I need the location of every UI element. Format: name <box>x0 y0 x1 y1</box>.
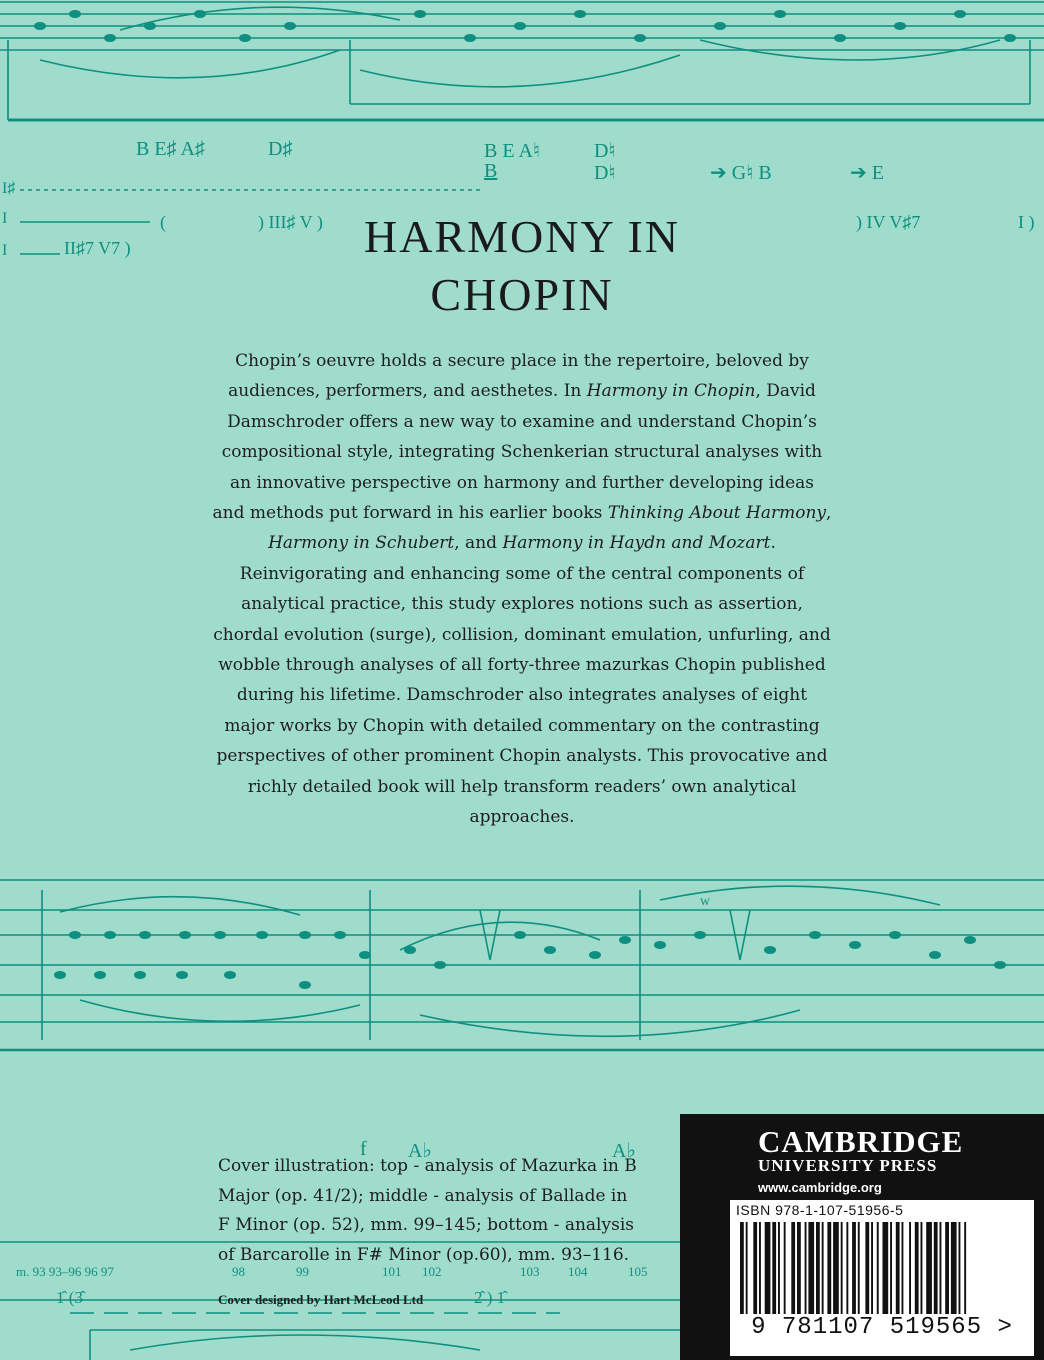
barcode-bar <box>833 1222 839 1314</box>
music-label: I♯ <box>2 180 16 197</box>
book-title <box>222 208 822 324</box>
barcode-bar <box>890 1222 892 1314</box>
publisher-name: CAMBRIDGE <box>758 1124 964 1159</box>
barcode-bar <box>805 1222 807 1314</box>
barcode-bar <box>951 1222 957 1314</box>
barcode <box>730 1200 1034 1356</box>
blurb-text: , David Damschroder offers a new way to examine and understand Chopin’s compositional style, integrating Schenkerian structural analyses with an innovative perspective on harmony and further developing ideas and methods put forward in his earlier books <box>212 381 823 524</box>
music-label: 2̂ ) 1̂ <box>474 1288 506 1307</box>
music-label: w <box>700 894 711 909</box>
barcode-bar <box>934 1222 938 1314</box>
barcode-bar <box>759 1222 761 1314</box>
barcode-bar <box>791 1222 795 1314</box>
barcode-bar <box>753 1222 757 1314</box>
music-label: ➔ G♮ B <box>710 162 772 184</box>
barcode-bar <box>871 1222 873 1314</box>
barcode-bar <box>772 1222 776 1314</box>
music-label: ➔ E <box>850 162 884 184</box>
measure-number: 99 <box>296 1264 309 1279</box>
barcode-bar <box>740 1222 744 1314</box>
music-label: ) IV V♯7 <box>856 212 921 232</box>
measure-number: 103 <box>520 1264 540 1279</box>
music-label: ( <box>160 212 166 232</box>
music-label: A♭ <box>612 1140 636 1162</box>
barcode-bar <box>827 1222 831 1314</box>
blurb-italic-title: Harmony in Haydn and Mozart <box>502 533 771 554</box>
barcode-bar <box>858 1222 860 1314</box>
barcode-bar <box>816 1222 820 1314</box>
music-label: B E A♮ <box>484 140 541 162</box>
measure-number: 98 <box>232 1264 245 1279</box>
barcode-bar <box>940 1222 942 1314</box>
music-label: B E♯ A♯ <box>136 138 205 160</box>
barcode-bar <box>959 1222 961 1314</box>
cover-designer-credit: Cover designed by Hart McLeod Ltd <box>218 1292 424 1307</box>
barcode-bar <box>778 1222 780 1314</box>
publisher-subtitle: UNIVERSITY PRESS <box>758 1156 938 1175</box>
measure-number: 101 <box>382 1264 402 1279</box>
measure-number: 105 <box>628 1264 648 1279</box>
barcode-bars <box>736 1222 1028 1314</box>
blurb-text: , <box>826 503 832 524</box>
book-description <box>212 346 832 833</box>
music-label: I <box>2 210 8 227</box>
barcode-bar <box>909 1222 911 1314</box>
barcode-bar <box>808 1222 814 1314</box>
barcode-bar <box>846 1222 848 1314</box>
barcode-bar <box>902 1222 904 1314</box>
publisher-url: www.cambridge.org <box>758 1180 882 1195</box>
music-label: I ) <box>1018 212 1035 232</box>
barcode-bar <box>915 1222 919 1314</box>
music-label: f <box>360 1138 367 1160</box>
blurb-italic-title: Harmony in Chopin <box>586 381 756 402</box>
barcode-bar <box>765 1222 771 1314</box>
music-label: 1̂ (3̂ <box>56 1288 83 1307</box>
book-title-line2: CHOPIN <box>430 269 614 320</box>
barcode-bar <box>865 1222 869 1314</box>
barcode-number: 9 781107 519565 > <box>751 1314 1013 1341</box>
publisher-block <box>680 1114 1044 1360</box>
barcode-bar <box>921 1222 923 1314</box>
measure-number: 104 <box>568 1264 588 1279</box>
music-label: B <box>484 160 498 182</box>
isbn-label: ISBN 978-1-107-51956-5 <box>736 1202 904 1218</box>
music-label: ) III♯ V ) <box>258 212 323 232</box>
barcode-bar <box>784 1222 786 1314</box>
blurb-text: , and <box>454 533 503 554</box>
music-label: D♮ <box>594 140 616 162</box>
barcode-bar <box>883 1222 889 1314</box>
measure-numbers: m. 93 93–96 96 97 <box>16 1264 114 1279</box>
barcode-bar <box>746 1222 748 1314</box>
barcode-bar <box>964 1222 966 1314</box>
barcode-bar <box>926 1222 932 1314</box>
barcode-bar <box>852 1222 856 1314</box>
music-label: A♭ <box>408 1140 432 1162</box>
barcode-bar <box>797 1222 801 1314</box>
music-label: D♯ <box>268 138 293 160</box>
blurb-italic-title: Harmony in Schubert <box>268 533 455 554</box>
music-label: D♮ <box>594 162 616 184</box>
music-label: II♯7 V7 ) <box>64 238 131 258</box>
music-label: I <box>2 242 8 259</box>
blurb-italic-title: Thinking About Harmony <box>607 503 827 524</box>
cover-illustration-caption: Cover illustration: top - analysis of Mazurka in B Major (op. 41/2); middle - analysis of Ballade in F Minor (op. 52), mm. 99–145; bottom - analysis of Barcarolle in F# Minor (op.60), mm. 93–116. <box>218 1156 637 1265</box>
blurb-text: . Reinvigorating and enhancing some of the central components of analytical practice, this study explores notions such as assertion, chordal evolution (surge), collision, dominant emulation, unfurling, and wobble through analyses of all forty-three mazurkas Chopin published during his lifetime. Damschroder also integrates analyses of eight major works by Chopin with detailed commentary on the contrasting perspectives of other prominent Chopin analysts. This provocative and richly detailed book will help transform readers’ own analytical approaches. <box>213 533 831 828</box>
barcode-bar <box>822 1222 824 1314</box>
barcode-bar <box>877 1222 879 1314</box>
measure-number: 102 <box>422 1264 442 1279</box>
barcode-bar <box>841 1222 843 1314</box>
barcode-bar <box>945 1222 949 1314</box>
book-title-line1: HARMONY IN <box>363 211 680 262</box>
blurb-text: Chopin’s oeuvre holds a secure place in the repertoire, beloved by audiences, performers, and aesthetes. In <box>228 351 809 402</box>
barcode-bar <box>896 1222 900 1314</box>
